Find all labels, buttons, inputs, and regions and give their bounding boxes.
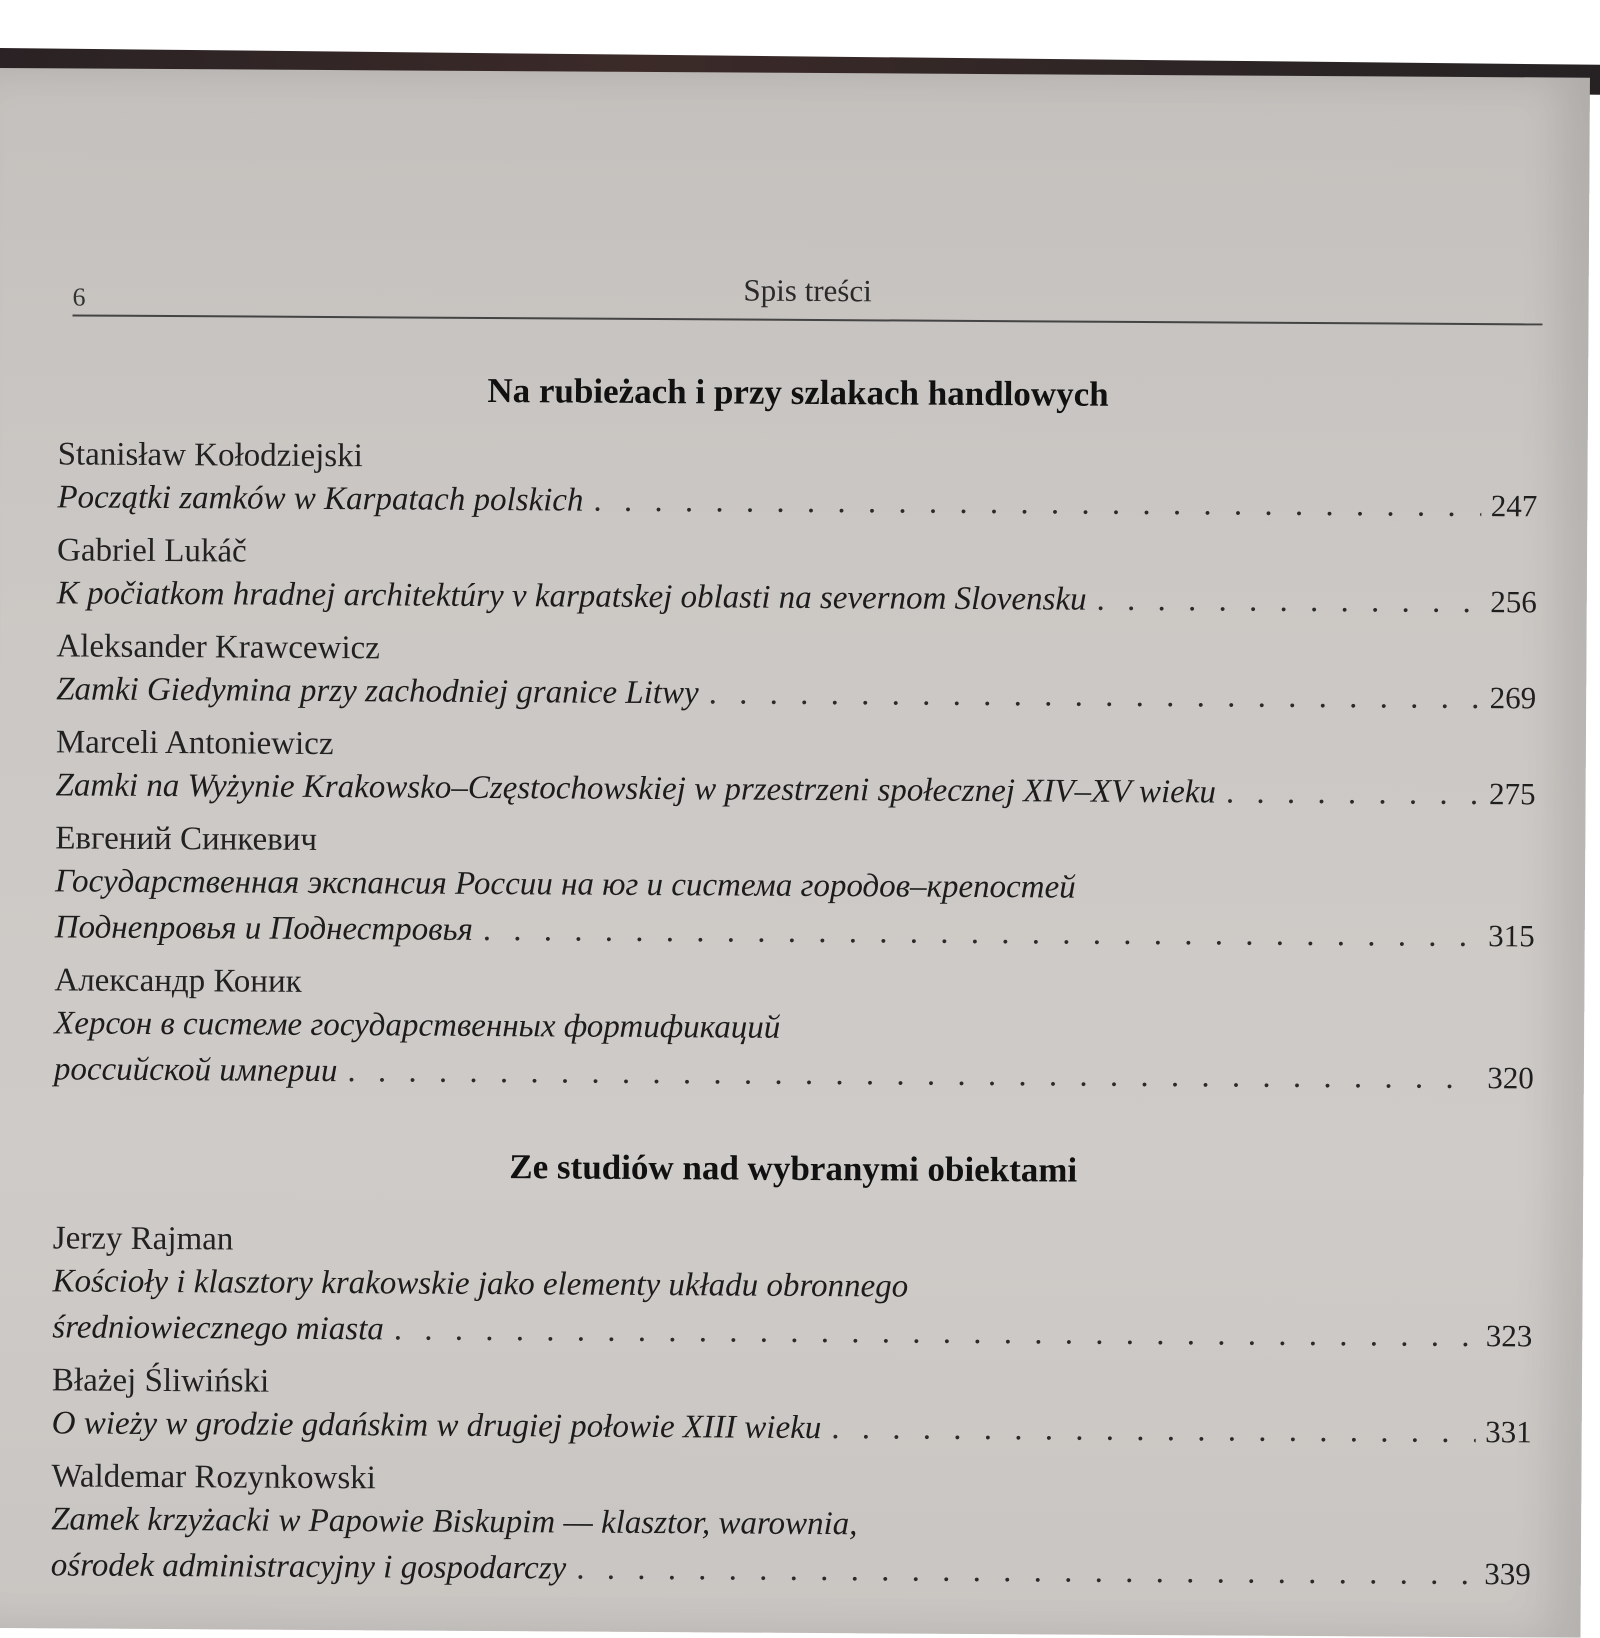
entry-page-number: 247 (1490, 488, 1538, 524)
toc-entry (55, 818, 1536, 959)
entry-author: Waldemar Rozynkowski (51, 1458, 377, 1497)
entry-title-line (56, 666, 1536, 721)
entry-author: Александр Коник (54, 962, 302, 1000)
toc-entry (57, 530, 1537, 625)
entry-title-line (57, 474, 1537, 529)
book-page (0, 68, 1590, 1638)
entry-title-line (55, 762, 1535, 817)
dot-leader (576, 1546, 1474, 1597)
entry-title: średniowiecznego miasta (52, 1309, 384, 1348)
entry-page-number: 256 (1490, 584, 1537, 620)
entry-title: Zamki Giedymina przy zachodniej granice Litwy (56, 671, 699, 712)
entry-title-line (55, 904, 1535, 959)
entry-author: Aleksander Krawcewicz (56, 628, 380, 667)
entry-page-number: 331 (1485, 1414, 1532, 1450)
entry-page-number: 275 (1488, 776, 1536, 812)
dot-leader (593, 478, 1481, 529)
toc-entry (52, 1218, 1533, 1359)
entry-title: O wieży w grodzie gdańskim w drugiej połowie XIII wieku (51, 1405, 822, 1447)
entry-page-number: 320 (1487, 1060, 1534, 1096)
entry-title: Херсон в системе государственных фортификаций (54, 1005, 781, 1046)
dot-leader (1226, 770, 1479, 818)
toc-entry (52, 1360, 1532, 1455)
entry-title: Kościoły i klasztory krakowskie jako elementy układu obronnego (52, 1263, 909, 1305)
entry-title-line (52, 1304, 1532, 1359)
entry-title: K počiatkom hradnej architektúry v karpatskej oblasti na severnom Slovensku (56, 575, 1087, 618)
dot-leader (483, 907, 1479, 959)
entry-author: Gabriel Lukáč (56, 532, 247, 570)
entry-title: ośrodek administracyjny i gospodarczy (50, 1547, 567, 1587)
dot-leader (1096, 577, 1480, 625)
entry-title: российской империи (53, 1051, 338, 1090)
toc-entry (57, 434, 1537, 529)
entry-title-line (57, 570, 1537, 625)
entry-title: Początki zamków w Karpatach polskich (57, 479, 584, 519)
entry-title: Zamek krzyżacki w Papowie Biskupim — klasztor, warownia, (51, 1501, 858, 1543)
entry-author: Евгений Синкевич (55, 820, 318, 858)
entry-page-number: 323 (1485, 1318, 1533, 1354)
running-title: Spis treści (743, 272, 872, 309)
entry-title-line (51, 1542, 1531, 1597)
entry-author: Marceli Antoniewicz (55, 724, 334, 763)
section-title: Ze studiów nad wybranymi obiektami (509, 1147, 1078, 1190)
table-of-contents (51, 368, 1538, 1607)
toc-entry (51, 1456, 1532, 1597)
dot-leader (347, 1048, 1477, 1101)
entry-page-number: 315 (1488, 918, 1535, 954)
entry-page-number: 339 (1484, 1556, 1531, 1592)
entry-title: Государственная экспансия России на юг и система городов–крепостей (54, 863, 1076, 906)
toc-entry (54, 960, 1535, 1101)
entry-title-line (54, 1046, 1534, 1101)
toc-entry (56, 626, 1536, 721)
section-title: Na rubieżach i przy szlakach handlowych (487, 370, 1109, 414)
page-number: 6 (72, 282, 86, 312)
dot-leader (831, 1405, 1475, 1455)
dot-leader (709, 670, 1480, 721)
page-header (72, 268, 1542, 337)
dot-leader (394, 1306, 1476, 1359)
toc-entry (55, 722, 1535, 817)
entry-title-line (52, 1400, 1532, 1455)
entry-title: Поднепровья и Поднестровья (54, 909, 473, 948)
entry-page-number: 269 (1489, 680, 1537, 716)
entry-author: Błażej Śliwiński (51, 1362, 270, 1400)
entry-author: Stanisław Kołodziejski (57, 436, 363, 475)
entry-author: Jerzy Rajman (52, 1220, 234, 1258)
entry-title: Zamki na Wyżynie Krakowsko–Częstochowskiej w przestrzeni społecznej XIV–XV wieku (55, 767, 1217, 811)
header-rule (72, 314, 1542, 324)
